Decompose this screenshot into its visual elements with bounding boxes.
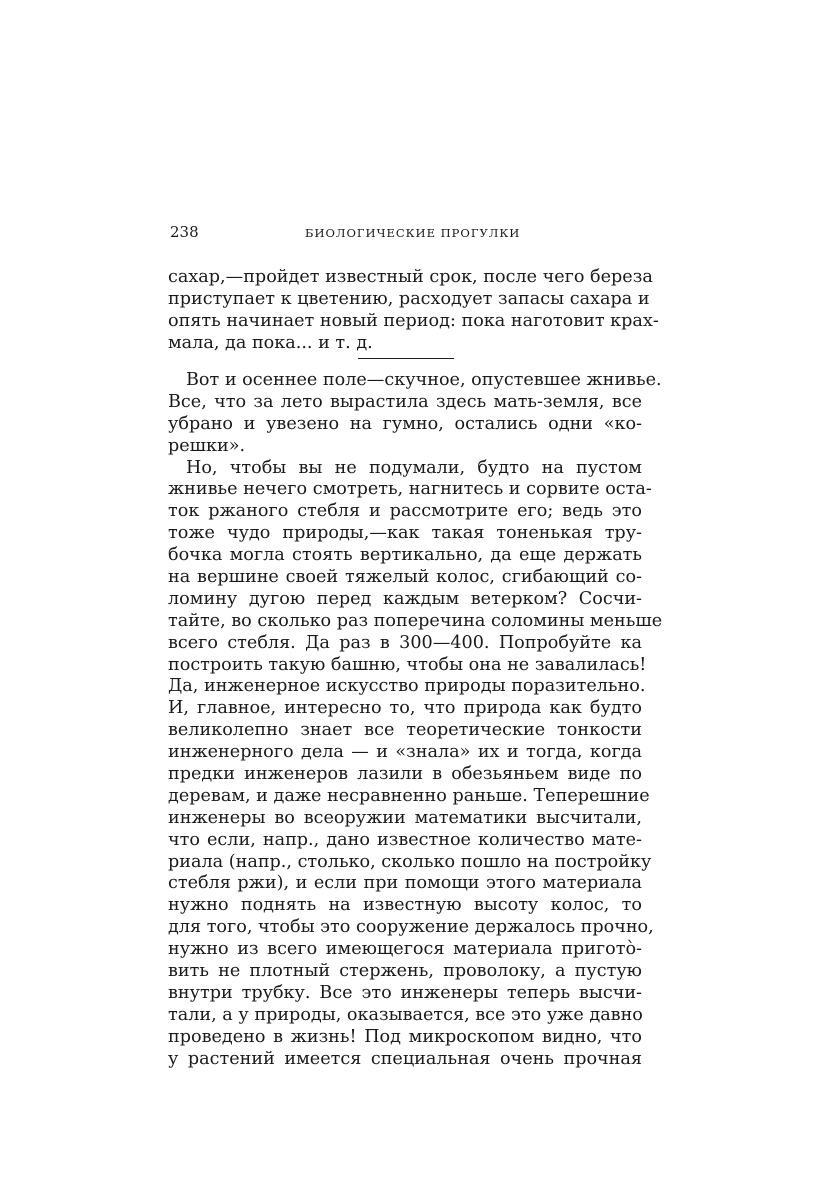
text-line: инженерного дела — и «знала» их и тогда, когда: [168, 742, 642, 763]
section-body: [168, 370, 663, 1071]
text-line: Да, инженерное искусство природы поразительно.: [168, 676, 646, 697]
text-line: проведено в жизнь! Под микроскопом видно, что: [168, 1026, 642, 1047]
text-line: Вот и осеннее поле—скучное, опустевшее жнивье.: [186, 370, 662, 390]
text-line: нужно поднять на известную высоту колос, то: [168, 895, 642, 916]
text-line: внутри трубку. Все это инженеры теперь высчи-: [168, 982, 642, 1003]
text-line: Но, чтобы вы не подумали, будто на пустом: [186, 457, 642, 478]
text-line: на вершине своей тяжелый колос, сгибающий со-: [168, 567, 642, 588]
text-line: предки инженеров лазили в обезьяньем виде по: [168, 764, 642, 785]
text-line: нужно из всего имеющегося материала приготò-: [168, 939, 642, 960]
text-line: И, главное, интересно то, что природа как будто: [168, 698, 642, 719]
text-line: мала, да пока... и т. д.: [168, 332, 373, 353]
text-line: тали, а у природы, оказывается, все это уже давно: [168, 1004, 643, 1025]
text-line: деревам, и даже несравненно раньше. Теперешние: [168, 785, 650, 806]
text-line: ток ржаного стебля и рассмотрите его; ведь это: [168, 501, 642, 522]
text-line: ломину дугою перед каждым ветерком? Сосчи-: [168, 588, 642, 609]
paragraph-straw-engineering: [168, 457, 663, 1071]
text-line: стебля ржи), и если при помощи этого материала: [168, 873, 642, 894]
text-line: у растений имеется специальная очень прочная: [168, 1048, 642, 1069]
text-line: риала (напр., столько, сколько пошло на постройку: [168, 851, 652, 872]
paragraph-autumn-field: [168, 370, 662, 458]
text-line: Все, что за лето вырастила здесь мать-земля, все: [168, 391, 642, 412]
text-line: жнивье нечего смотреть, нагнитесь и сорвите оста-: [168, 479, 652, 500]
text-line: убрано и увезено на гумно, остались одни «ко-: [168, 413, 642, 434]
text-line: построить такую башню, чтобы она не завалилась!: [168, 654, 647, 675]
paragraph-continuation: [168, 267, 659, 355]
text-line: решки».: [168, 435, 246, 456]
text-line: что если, напр., дано известное количество мате-: [168, 829, 642, 850]
page-number: 238: [170, 223, 199, 241]
text-line: тайте, во сколько раз поперечина соломины меньше: [168, 610, 663, 631]
text-line: тоже чудо природы,—как такая тоненькая тру-: [168, 523, 642, 544]
text-line: бочка могла стоять вертикально, да еще держать: [168, 545, 642, 566]
text-line: опять начинает новый период: пока наготовит крах-: [168, 310, 659, 331]
text-line: инженеры во всеоружии математики высчитали,: [168, 807, 642, 828]
text-line: вить не плотный стержень, проволоку, а пустую: [168, 961, 642, 982]
running-title: БИОЛОГИЧЕСКИЕ ПРОГУЛКИ: [305, 226, 521, 240]
section-separator: [358, 358, 454, 359]
text-line: всего стебля. Да раз в 300—400. Попробуйте ка: [168, 632, 642, 653]
page-header: [170, 222, 642, 242]
text-line: приступает к цветению, расходует запасы сахара и: [168, 288, 650, 309]
text-line: для того, чтобы это сооружение держалось прочно,: [168, 917, 654, 938]
text-line: сахар,—пройдет известный срок, после чего береза: [168, 267, 653, 287]
text-line: великолепно знает все теоретические тонкости: [168, 720, 642, 741]
